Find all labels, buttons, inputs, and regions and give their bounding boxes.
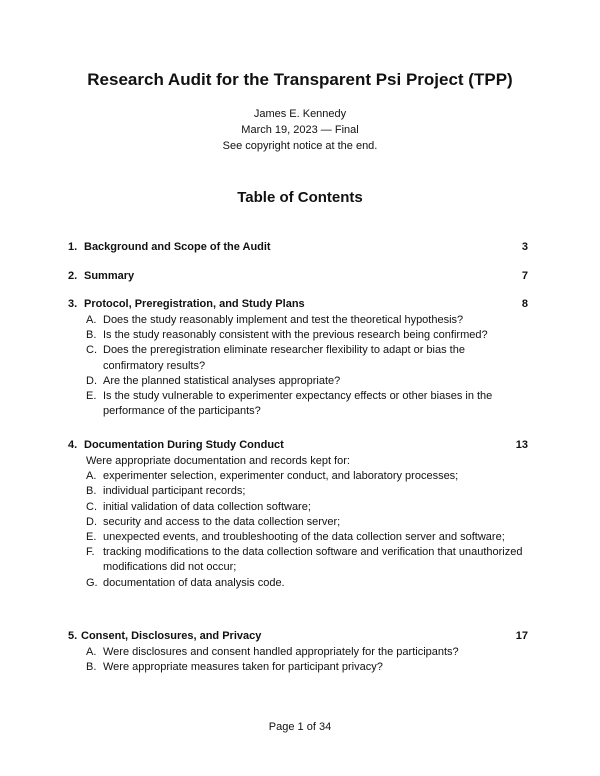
toc-subitem-text: experimenter selection, experimenter conduct, and laboratory processes; (103, 470, 459, 483)
toc-subitem-letter: C. (86, 344, 97, 357)
toc-section-intro: Were appropriate documentation and records kept for: (86, 455, 350, 467)
toc-section-page: 8 (521, 298, 528, 310)
toc-section-page: 13 (515, 439, 528, 451)
page-footer: Page 1 of 34 (268, 721, 332, 733)
toc-subitem[interactable] (68, 515, 528, 530)
toc-subitem[interactable] (68, 576, 528, 591)
toc-subitem-text: Were appropriate measures taken for participant privacy? (103, 661, 383, 674)
toc-section-number: 5. (68, 630, 78, 642)
toc-subitem-letter: F. (86, 546, 95, 559)
toc-subitem-text: documentation of data analysis code. (103, 576, 285, 589)
document-date: March 19, 2023 — Final (241, 124, 359, 136)
toc-section-2[interactable] (68, 270, 528, 285)
toc-section-4[interactable] (68, 439, 528, 591)
toc-subitem-letter: B. (86, 329, 97, 342)
toc-subitem-text: unexpected events, and troubleshooting of the data collection server and software; (103, 531, 505, 544)
toc-subitem-letter: D. (86, 374, 97, 387)
toc-section-title[interactable]: Protocol, Preregistration, and Study Plans (84, 298, 305, 310)
toc-subitem-letter: D. (86, 515, 97, 528)
toc-subitem-letter: A. (86, 646, 97, 658)
toc-section-1[interactable] (68, 241, 528, 256)
toc-subitem-letter: A. (86, 314, 97, 326)
toc-subitem[interactable] (68, 389, 528, 419)
toc-section-5[interactable] (68, 630, 528, 675)
toc-subitem-text: Were disclosures and consent handled appropriately for the participants? (103, 646, 459, 658)
toc-subitem-text: Is the study vulnerable to experimenter expectancy effects or other biases in the performance of the participants? (103, 390, 493, 418)
toc-subitem[interactable] (68, 328, 528, 343)
toc-subitem-text: Does the preregistration eliminate researcher flexibility to adapt or bias the confirmatory results? (103, 344, 465, 372)
copyright-note: See copyright notice at the end. (222, 140, 378, 152)
toc-subitem-letter: A. (86, 470, 97, 483)
toc-section-number: 3. (68, 298, 78, 310)
toc-heading: Table of Contents (237, 189, 363, 206)
toc-section-number: 1. (68, 241, 78, 253)
toc-subitem[interactable] (68, 545, 528, 575)
toc-subitem-letter: E. (86, 531, 97, 544)
toc-subitem[interactable] (68, 343, 528, 373)
toc-section-title[interactable]: Summary (84, 270, 135, 282)
toc-subitem[interactable] (68, 645, 528, 660)
toc-subitem-letter: E. (86, 390, 97, 403)
toc-subitem-text: Does the study reasonably implement and test the theoretical hypothesis? (103, 314, 464, 326)
toc-section-page: 17 (515, 630, 528, 642)
toc-subitem[interactable] (68, 500, 528, 515)
toc-section-page: 3 (521, 241, 528, 253)
toc-subitem[interactable] (68, 484, 528, 499)
toc-subitem-text: security and access to the data collection server; (103, 515, 341, 528)
toc-subitem[interactable] (68, 530, 528, 545)
author-name: James E. Kennedy (253, 108, 347, 120)
toc-subitem-text: Are the planned statistical analyses appropriate? (103, 374, 341, 387)
toc-subitem[interactable] (68, 660, 528, 675)
toc-section-title[interactable]: Documentation During Study Conduct (84, 439, 284, 451)
toc-subitem[interactable] (68, 469, 528, 484)
toc-section-3[interactable] (68, 298, 528, 419)
toc-subitem-letter: B. (86, 661, 97, 674)
toc-section-number: 4. (68, 439, 78, 451)
toc-subitem[interactable] (68, 313, 528, 328)
toc-subitem[interactable] (68, 374, 528, 389)
toc-subitem-text: initial validation of data collection software; (103, 500, 311, 513)
toc-section-page: 7 (521, 270, 528, 282)
toc-subitem-text: individual participant records; (103, 485, 246, 498)
toc-subitem-text: tracking modifications to the data collection software and verification that unauthorized modifications did not occur; (103, 546, 523, 574)
toc-subitem-text: Is the study reasonably consistent with the previous research being confirmed? (103, 329, 488, 342)
toc-subitem-letter: C. (86, 500, 97, 513)
toc-section-number: 2. (68, 270, 78, 282)
toc-subitem-letter: G. (86, 576, 98, 589)
toc-section-title[interactable]: Consent, Disclosures, and Privacy (81, 630, 262, 642)
toc-subitem-letter: B. (86, 485, 97, 498)
document-title: Research Audit for the Transparent Psi Project (TPP) (87, 70, 513, 89)
toc-section-title[interactable]: Background and Scope of the Audit (84, 241, 271, 253)
